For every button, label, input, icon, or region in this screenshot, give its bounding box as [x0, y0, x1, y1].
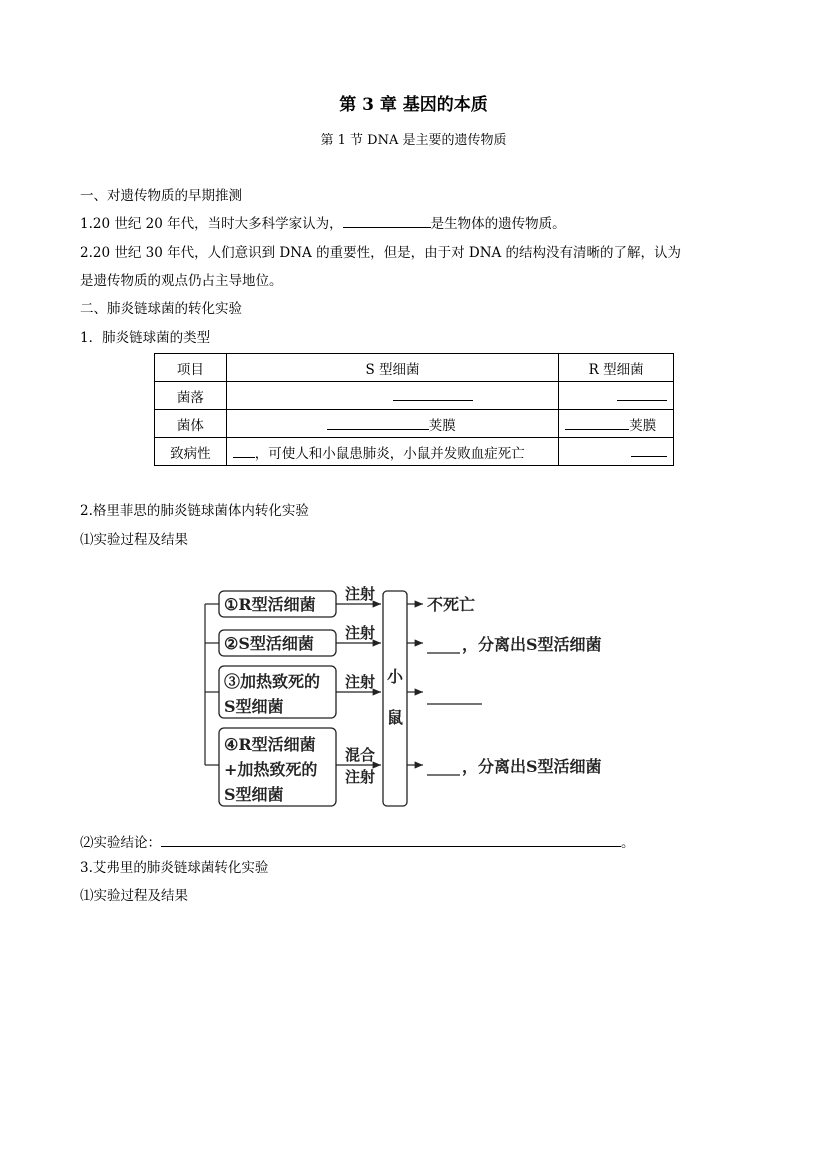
- table-row: [155, 438, 674, 466]
- table-header-row: [155, 354, 674, 382]
- table-header: S 型细菌: [226, 354, 559, 382]
- table-cell: [226, 410, 559, 438]
- result-4: ，分离出S型活细菌: [462, 757, 602, 776]
- conclusion-blank[interactable]: [161, 832, 621, 847]
- conclusion-label: ⑵实验结论：: [80, 835, 161, 851]
- part2-sub2: 2.格里菲思的肺炎链球菌体内转化实验: [80, 503, 309, 519]
- body-r-text: 荚膜: [629, 417, 657, 434]
- item1-blank[interactable]: [343, 213, 431, 228]
- table-row: [155, 382, 674, 410]
- action-inject-1: 注射: [345, 585, 376, 603]
- row-label: 菌体: [155, 410, 227, 438]
- group-3-label-line1: ③加热致死的: [224, 672, 321, 691]
- table-cell: [559, 410, 674, 438]
- action-inject-4: 注射: [345, 768, 376, 786]
- group-2-label: ②S型活细菌: [224, 634, 314, 653]
- griffith-experiment-diagram: [195, 585, 635, 815]
- part1-item1: [80, 212, 566, 232]
- part2-sub3-1: ⑴实验过程及结果: [80, 888, 188, 904]
- colony-s-blank[interactable]: [393, 386, 473, 401]
- mouse-box: [383, 591, 407, 806]
- table-cell: [226, 382, 559, 410]
- part1-heading: 一、对遗传物质的早期推测: [80, 188, 242, 204]
- virulence-r-blank[interactable]: [631, 442, 667, 457]
- result-2: ，分离出S型活细菌: [462, 635, 602, 654]
- part2-sub1: 1．肺炎链球菌的类型: [80, 330, 211, 346]
- colony-r-blank[interactable]: [617, 386, 667, 401]
- action-inject-3: 注射: [345, 673, 376, 691]
- body-r-blank[interactable]: [565, 415, 629, 430]
- group-4-label-line2: +加热致死的: [224, 760, 318, 779]
- result-1: 不死亡: [427, 595, 476, 614]
- part1-item2-line1: 2.20 世纪 30 年代，人们意识到 DNA 的重要性，但是，由于对 DNA 的结构没有清晰的了解，认为: [80, 245, 682, 261]
- row-label: 致病性: [155, 438, 227, 466]
- part2-sub2-1: ⑴实验过程及结果: [80, 532, 188, 548]
- group-4-label-line1: ④R型活细菌: [224, 735, 316, 754]
- group-1-label: ①R型活细菌: [224, 595, 316, 614]
- body-s-text: 荚膜: [428, 417, 456, 434]
- item1-suffix: 是生物体的遗传物质。: [430, 216, 566, 232]
- part2-heading: 二、肺炎链球菌的转化实验: [80, 301, 242, 317]
- action-inject-2: 注射: [345, 624, 376, 642]
- table-header: R 型细菌: [559, 354, 674, 382]
- group-3-label-line2: S型细菌: [224, 697, 284, 716]
- item1-prefix: 1.20 世纪 20 年代，当时大多科学家认为，: [80, 216, 343, 232]
- part2-sub3: 3.艾弗里的肺炎链球菌转化实验: [80, 860, 269, 876]
- conclusion: [80, 831, 635, 851]
- virulence-s-blank[interactable]: [233, 443, 255, 458]
- part1-item2-line2: 是遗传物质的观点仍占主导地位。: [80, 273, 283, 289]
- table-cell: [559, 438, 674, 466]
- group-4-label-line3: S型细菌: [224, 785, 284, 804]
- chapter-title: 第 3 章 基因的本质: [339, 95, 488, 115]
- table-header: 项目: [155, 354, 227, 382]
- mouse-label-2: 鼠: [386, 708, 404, 727]
- table-row: [155, 410, 674, 438]
- virulence-s-text: ，可使人和小鼠患肺炎，小鼠并发败血症死亡: [254, 445, 525, 462]
- mouse-label-1: 小: [386, 667, 404, 686]
- action-mix-4: 混合: [345, 746, 376, 764]
- bacteria-type-table: [154, 353, 674, 466]
- conclusion-end: 。: [621, 835, 635, 851]
- table-cell: [226, 438, 559, 466]
- table-cell: [559, 382, 674, 410]
- row-label: 菌落: [155, 382, 227, 410]
- body-s-blank[interactable]: [327, 415, 429, 430]
- section-title: 第 1 节 DNA 是主要的遗传物质: [320, 133, 507, 148]
